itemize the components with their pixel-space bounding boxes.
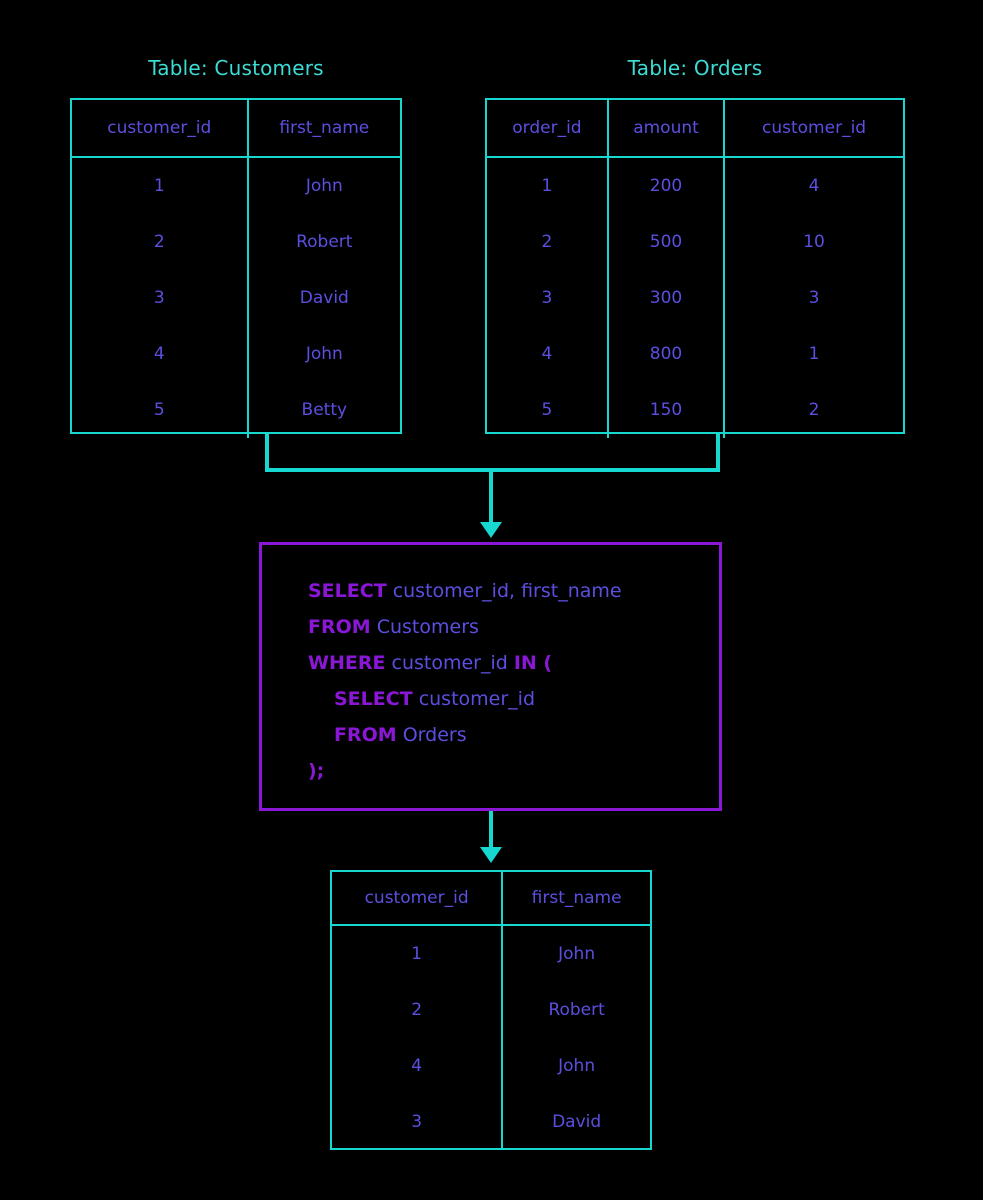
table-row — [72, 326, 400, 382]
table-row — [487, 157, 903, 214]
column-header-first-name: first_name — [248, 100, 400, 157]
cell-customer-id: 2 — [808, 400, 820, 420]
table-row — [72, 214, 400, 270]
cell-customer-id: 2 — [72, 214, 248, 270]
cell-customer-id: 1 — [72, 157, 248, 214]
table-row — [487, 382, 903, 438]
sql-text: Orders — [396, 724, 467, 746]
cell-first-name: John — [305, 176, 343, 196]
column-header-customer-id: customer_id — [332, 872, 502, 925]
arrow-down-icon — [480, 522, 502, 538]
cell-order-id: 1 — [487, 157, 608, 214]
sql-keyword: SELECT — [334, 688, 413, 710]
cell-customer-id: 4 — [332, 1038, 502, 1094]
cell-customer-id: 4 — [72, 326, 248, 382]
sql-keyword: FROM — [308, 616, 371, 638]
cell-customer-id: 10 — [803, 232, 825, 252]
connector-line-to-result — [489, 811, 493, 851]
cell-customer-id: 3 — [332, 1094, 502, 1150]
table-header-row — [332, 872, 650, 925]
orders-table-title: Table: Orders — [627, 56, 763, 80]
cell-first-name: David — [552, 1112, 602, 1132]
sql-text: customer_id — [385, 652, 514, 674]
cell-order-id: 2 — [487, 214, 608, 270]
cell-amount: 800 — [608, 326, 724, 382]
sql-keyword: WHERE — [308, 652, 386, 674]
table-header-row — [72, 100, 400, 157]
sql-text: customer_id — [412, 688, 536, 710]
cell-customer-id: 1 — [808, 344, 820, 364]
result-table — [330, 870, 652, 1150]
cell-amount: 200 — [608, 157, 724, 214]
table-row — [332, 1038, 650, 1094]
table-row — [487, 270, 903, 326]
sql-text: Customers — [370, 616, 479, 638]
cell-customer-id: 2 — [332, 982, 502, 1038]
sql-line — [308, 645, 719, 681]
table-row — [332, 1094, 650, 1150]
cell-order-id: 3 — [487, 270, 608, 326]
cell-amount: 150 — [608, 382, 724, 438]
sql-keyword: SELECT — [308, 580, 387, 602]
table-row — [332, 925, 650, 982]
sql-keyword-in: IN ( — [513, 652, 553, 674]
table-row — [332, 982, 650, 1038]
column-header-amount: amount — [608, 100, 724, 157]
sql-keyword: FROM — [334, 724, 397, 746]
cell-first-name: John — [305, 344, 343, 364]
sql-close-paren: ); — [308, 760, 325, 782]
cell-first-name: David — [299, 288, 349, 308]
sql-line — [308, 717, 719, 753]
column-header-first-name: first_name — [502, 872, 650, 925]
arrow-down-icon — [480, 847, 502, 863]
cell-first-name: Robert — [296, 232, 353, 252]
cell-customer-id: 1 — [332, 925, 502, 982]
sql-line — [308, 753, 719, 789]
sql-query-box — [259, 542, 722, 811]
table-header-row — [487, 100, 903, 157]
cell-first-name: Betty — [301, 400, 348, 420]
table-row — [72, 270, 400, 326]
cell-customer-id: 3 — [72, 270, 248, 326]
sql-text: customer_id, first_name — [386, 580, 622, 602]
connector-line-customers — [265, 434, 269, 472]
cell-order-id: 5 — [487, 382, 608, 438]
table-row — [72, 157, 400, 214]
cell-amount: 300 — [608, 270, 724, 326]
column-header-customer-id: customer_id — [72, 100, 248, 157]
cell-customer-id: 3 — [808, 288, 820, 308]
table-row — [487, 214, 903, 270]
customers-table-title: Table: Customers — [148, 56, 324, 80]
column-header-order-id: order_id — [487, 100, 608, 157]
cell-customer-id: 5 — [72, 382, 248, 438]
sql-line — [308, 681, 719, 717]
customers-table — [70, 98, 402, 434]
connector-line-orders — [716, 434, 720, 472]
table-row — [72, 382, 400, 438]
cell-first-name: John — [558, 944, 596, 964]
sql-line — [308, 573, 719, 609]
cell-amount: 500 — [608, 214, 724, 270]
cell-customer-id: 4 — [808, 176, 820, 196]
cell-first-name: Robert — [548, 1000, 605, 1020]
cell-order-id: 4 — [487, 326, 608, 382]
sql-line — [308, 609, 719, 645]
table-row — [487, 326, 903, 382]
column-header-customer-id: customer_id — [724, 100, 903, 157]
cell-first-name: John — [558, 1056, 596, 1076]
connector-line-to-query — [489, 468, 493, 526]
orders-table — [485, 98, 905, 434]
